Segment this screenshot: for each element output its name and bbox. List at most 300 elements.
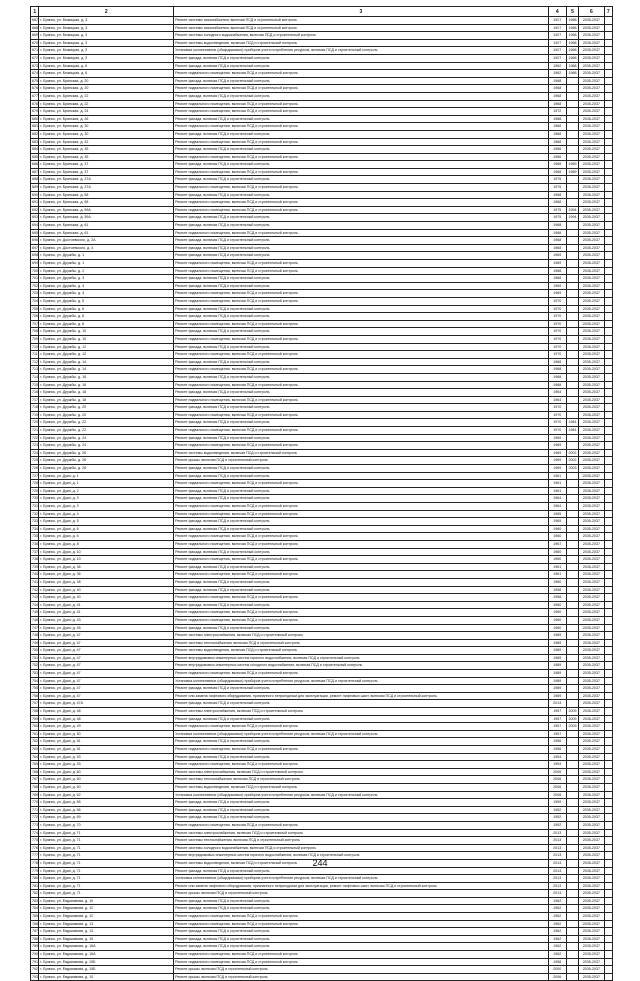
- table-row: [31, 708, 613, 716]
- year-overhaul-cell: [566, 77, 579, 85]
- row-number-cell: 672: [31, 54, 39, 62]
- year-built-cell: 1968: [548, 229, 566, 237]
- planned-period-cell: 2035-2037: [579, 578, 604, 586]
- planned-period-cell: 2035-2037: [579, 335, 604, 343]
- year-built-cell: 1970: [548, 411, 566, 419]
- year-overhaul-cell: [566, 616, 579, 624]
- work-type-cell: Ремонт фасада, включая ПСД и строительный контроль: [174, 700, 549, 708]
- year-overhaul-cell: [566, 563, 579, 571]
- planned-period-cell: 2035-2037: [579, 783, 604, 791]
- row-number-cell: 675: [31, 77, 39, 85]
- year-built-cell: 2013: [548, 890, 566, 898]
- table-row: [31, 54, 613, 62]
- empty-cell: [604, 548, 612, 556]
- planned-period-cell: 2035-2037: [579, 799, 604, 807]
- empty-cell: [604, 290, 612, 298]
- year-built-cell: 1966: [548, 153, 566, 161]
- work-type-cell: Ремонт крыши, включая ПСД и строительный контроль: [174, 890, 549, 898]
- address-cell: г. Брянск, ул. Евдокимова, д. 15А: [39, 943, 174, 951]
- table-row: [31, 214, 613, 222]
- row-number-cell: 729: [31, 487, 39, 495]
- year-overhaul-cell: [566, 897, 579, 905]
- year-built-cell: 2013: [548, 844, 566, 852]
- address-cell: г. Брянск, ул. Дуки, д. 47: [39, 662, 174, 670]
- address-cell: г. Брянск, ул. Дуки, д. 10: [39, 556, 174, 564]
- year-overhaul-cell: [566, 518, 579, 526]
- planned-period-cell: 2035-2037: [579, 776, 604, 784]
- year-overhaul-cell: 2009: [566, 715, 579, 723]
- empty-cell: [604, 920, 612, 928]
- year-overhaul-cell: [566, 115, 579, 123]
- address-cell: г. Брянск, ул. Дружбы, д. 28: [39, 465, 174, 473]
- address-cell: г. Брянск, ул. Дружбы, д. 4: [39, 290, 174, 298]
- empty-cell: [604, 882, 612, 890]
- year-built-cell: 1968: [548, 130, 566, 138]
- year-built-cell: 1961: [548, 487, 566, 495]
- row-number-cell: 742: [31, 586, 39, 594]
- table-row: [31, 586, 613, 594]
- row-number-cell: 739: [31, 563, 39, 571]
- planned-period-cell: 2035-2037: [579, 282, 604, 290]
- row-number-cell: 793: [31, 973, 39, 981]
- table-body: [31, 17, 613, 981]
- planned-period-cell: 2035-2037: [579, 685, 604, 693]
- empty-cell: [604, 206, 612, 214]
- address-cell: г. Брянск, ул. Дружбы, д. 26: [39, 449, 174, 457]
- year-built-cell: 2013: [548, 837, 566, 845]
- year-built-cell: 1968: [548, 100, 566, 108]
- work-type-cell: Ремонт системы водоотведения, включая ПСД и строительный контроль: [174, 859, 549, 867]
- table-row: [31, 328, 613, 336]
- year-overhaul-cell: 1968: [566, 54, 579, 62]
- table-row: [31, 381, 613, 389]
- row-number-cell: 751: [31, 654, 39, 662]
- year-overhaul-cell: [566, 495, 579, 503]
- row-number-cell: 681: [31, 123, 39, 131]
- work-type-cell: Ремонт фасада, включая ПСД и строительный контроль: [174, 799, 549, 807]
- table-row: [31, 601, 613, 609]
- year-built-cell: 1952: [548, 806, 566, 814]
- row-number-cell: 724: [31, 449, 39, 457]
- year-built-cell: 1965: [548, 518, 566, 526]
- year-built-cell: 1969: [548, 465, 566, 473]
- column-header: 7: [604, 7, 612, 17]
- address-cell: г. Брянск, ул. Достоевского, д. 2А: [39, 237, 174, 245]
- address-cell: г. Брянск, ул. Дуки, д. 40: [39, 594, 174, 602]
- year-built-cell: 1969: [548, 252, 566, 260]
- address-cell: г. Брянск, ул. Бежицкая, д. 6: [39, 62, 174, 70]
- address-cell: г. Брянск, ул. Дуки, д. 1: [39, 472, 174, 480]
- row-number-cell: 667: [31, 17, 39, 25]
- work-type-cell: Ремонт системы электроснабжения, включая ПСД и строительный контроль: [174, 768, 549, 776]
- table-row: [31, 533, 613, 541]
- table-row: [31, 449, 613, 457]
- planned-period-cell: 2035-2037: [579, 313, 604, 321]
- address-cell: г. Брянск, ул. Дружбы, д. 22: [39, 419, 174, 427]
- year-built-cell: 1970: [548, 427, 566, 435]
- table-row: [31, 39, 613, 47]
- planned-period-cell: 2035-2037: [579, 518, 604, 526]
- address-cell: г. Брянск, ул. Брянская, д. 30: [39, 130, 174, 138]
- address-cell: г. Брянск, ул. Брянская, д. 61: [39, 222, 174, 230]
- work-type-cell: Ремонт подвального помещения, включая ПСД и строительный контроль: [174, 442, 549, 450]
- year-overhaul-cell: [566, 928, 579, 936]
- address-cell: г. Брянск, ул. Дружбы, д. 12: [39, 343, 174, 351]
- planned-period-cell: 2035-2037: [579, 480, 604, 488]
- year-overhaul-cell: [566, 184, 579, 192]
- planned-period-cell: 2035-2037: [579, 290, 604, 298]
- empty-cell: [604, 928, 612, 936]
- work-type-cell: Ремонт фасада, включая ПСД и строительный контроль: [174, 806, 549, 814]
- empty-cell: [604, 654, 612, 662]
- empty-cell: [604, 366, 612, 374]
- year-built-cell: 1969: [548, 457, 566, 465]
- address-cell: г. Брянск, ул. Дуки, д. 71: [39, 859, 174, 867]
- year-built-cell: 1958: [548, 594, 566, 602]
- year-overhaul-cell: [566, 951, 579, 959]
- row-number-cell: 691: [31, 199, 39, 207]
- year-overhaul-cell: [566, 692, 579, 700]
- year-built-cell: 1967: [548, 540, 566, 548]
- column-header: 4: [548, 7, 566, 17]
- year-built-cell: 1989: [548, 662, 566, 670]
- planned-period-cell: 2035-2037: [579, 222, 604, 230]
- row-number-cell: 725: [31, 457, 39, 465]
- empty-cell: [604, 130, 612, 138]
- table-row: [31, 244, 613, 252]
- row-number-cell: 767: [31, 776, 39, 784]
- year-built-cell: 1968: [548, 267, 566, 275]
- year-overhaul-cell: [566, 821, 579, 829]
- address-cell: г. Брянск, ул. Дуки, д. 60: [39, 776, 174, 784]
- planned-period-cell: 2035-2037: [579, 548, 604, 556]
- planned-period-cell: 2035-2037: [579, 715, 604, 723]
- empty-cell: [604, 495, 612, 503]
- year-overhaul-cell: [566, 654, 579, 662]
- row-number-cell: 728: [31, 480, 39, 488]
- year-built-cell: 1961: [548, 480, 566, 488]
- year-built-cell: 1960: [548, 525, 566, 533]
- planned-period-cell: 2035-2037: [579, 586, 604, 594]
- year-overhaul-cell: [566, 783, 579, 791]
- planned-period-cell: 2035-2037: [579, 404, 604, 412]
- year-built-cell: 1966: [548, 146, 566, 154]
- year-overhaul-cell: 1994: [566, 214, 579, 222]
- planned-period-cell: 2035-2037: [579, 108, 604, 116]
- work-type-cell: Ремонт фасада, включая ПСД и строительный контроль: [174, 465, 549, 473]
- empty-cell: [604, 897, 612, 905]
- year-overhaul-cell: [566, 958, 579, 966]
- year-built-cell: 1972: [548, 108, 566, 116]
- address-cell: г. Брянск, ул. Брянская, д. 35: [39, 146, 174, 154]
- row-number-cell: 762: [31, 738, 39, 746]
- empty-cell: [604, 829, 612, 837]
- planned-period-cell: 2035-2037: [579, 852, 604, 860]
- table-row: [31, 700, 613, 708]
- empty-cell: [604, 411, 612, 419]
- work-type-cell: Ремонт фасада, включая ПСД и строительный контроль: [174, 305, 549, 313]
- planned-period-cell: 2035-2037: [579, 411, 604, 419]
- row-number-cell: 726: [31, 465, 39, 473]
- empty-cell: [604, 715, 612, 723]
- year-overhaul-cell: [566, 373, 579, 381]
- year-overhaul-cell: 1968: [566, 62, 579, 70]
- year-overhaul-cell: [566, 768, 579, 776]
- row-number-cell: 737: [31, 548, 39, 556]
- year-built-cell: 2013: [548, 829, 566, 837]
- work-type-cell: Ремонт фасада, включая ПСД и строительный контроль: [174, 252, 549, 260]
- empty-cell: [604, 457, 612, 465]
- work-type-cell: Ремонт системы водоотведения, включая ПСД и строительный контроль: [174, 647, 549, 655]
- planned-period-cell: 2035-2037: [579, 647, 604, 655]
- year-overhaul-cell: 1994: [566, 206, 579, 214]
- row-number-cell: 750: [31, 647, 39, 655]
- address-cell: г. Брянск, ул. Евдокимова, д. 13: [39, 928, 174, 936]
- column-header: 1: [31, 7, 39, 17]
- year-built-cell: 1969: [548, 442, 566, 450]
- table-row: [31, 123, 613, 131]
- planned-period-cell: 2035-2037: [579, 153, 604, 161]
- empty-cell: [604, 427, 612, 435]
- empty-cell: [604, 449, 612, 457]
- address-cell: г. Брянск, ул. Дуки, д. 71: [39, 852, 174, 860]
- year-built-cell: 1989: [548, 654, 566, 662]
- address-cell: г. Брянск, ул. Евдокимова, д. 12: [39, 905, 174, 913]
- address-cell: г. Брянск, ул. Бежицкая, д. 3: [39, 17, 174, 25]
- empty-cell: [604, 297, 612, 305]
- year-overhaul-cell: [566, 313, 579, 321]
- table-row: [31, 404, 613, 412]
- row-number-cell: 669: [31, 32, 39, 40]
- planned-period-cell: 2035-2037: [579, 32, 604, 40]
- empty-cell: [604, 328, 612, 336]
- table-row: [31, 389, 613, 397]
- year-built-cell: 1968: [548, 161, 566, 169]
- planned-period-cell: 2035-2037: [579, 639, 604, 647]
- address-cell: г. Брянск, ул. Евдокимова, д. 12: [39, 913, 174, 921]
- year-built-cell: 1968: [548, 358, 566, 366]
- address-cell: г. Брянск, ул. Дружбы, д. 1: [39, 260, 174, 268]
- row-number-cell: 721: [31, 427, 39, 435]
- work-type-cell: Ремонт фасада, включая ПСД и строительный контроль: [174, 472, 549, 480]
- planned-period-cell: 2035-2037: [579, 753, 604, 761]
- work-type-cell: Ремонт подвального помещения, включая ПСД и строительный контроль: [174, 761, 549, 769]
- empty-cell: [604, 563, 612, 571]
- work-type-cell: Ремонт системы газоснабжения, включая ПСД и строительный контроль: [174, 17, 549, 25]
- address-cell: г. Брянск, ул. Бежицкая, д. 3: [39, 32, 174, 40]
- address-cell: г. Брянск, ул. Дуки, д. 45: [39, 624, 174, 632]
- year-built-cell: 1962: [548, 913, 566, 921]
- row-number-cell: 683: [31, 138, 39, 146]
- page-number: 244: [312, 858, 328, 868]
- year-overhaul-cell: [566, 548, 579, 556]
- address-cell: г. Брянск, ул. Дуки, д. 6: [39, 533, 174, 541]
- planned-period-cell: 2035-2037: [579, 373, 604, 381]
- work-type-cell: Ремонт подвального помещения, включая ПСД и строительный контроль: [174, 571, 549, 579]
- work-type-cell: Ремонт фасада, включая ПСД и строительный контроль: [174, 928, 549, 936]
- year-overhaul-cell: [566, 229, 579, 237]
- row-number-cell: 755: [31, 685, 39, 693]
- capital-repair-table: [30, 6, 613, 981]
- year-built-cell: 1952: [548, 821, 566, 829]
- year-overhaul-cell: 2009: [566, 708, 579, 716]
- work-type-cell: Ремонт системы холодного водоснабжения, включая ПСД и строительный контроль: [174, 32, 549, 40]
- year-overhaul-cell: 1981: [566, 419, 579, 427]
- row-number-cell: 741: [31, 578, 39, 586]
- table-row: [31, 867, 613, 875]
- year-overhaul-cell: [566, 85, 579, 93]
- table-row: [31, 252, 613, 260]
- planned-period-cell: 2035-2037: [579, 244, 604, 252]
- address-cell: г. Брянск, ул. Дружбы, д. 18: [39, 396, 174, 404]
- address-cell: г. Брянск, ул. Дуки, д. 36: [39, 563, 174, 571]
- empty-cell: [604, 480, 612, 488]
- year-overhaul-cell: [566, 472, 579, 480]
- empty-cell: [604, 138, 612, 146]
- empty-cell: [604, 465, 612, 473]
- planned-period-cell: 2035-2037: [579, 62, 604, 70]
- empty-cell: [604, 335, 612, 343]
- planned-period-cell: 2035-2037: [579, 191, 604, 199]
- table-row: [31, 396, 613, 404]
- row-number-cell: 711: [31, 351, 39, 359]
- address-cell: г. Брянск, ул. Евдокимова, д. 15: [39, 935, 174, 943]
- year-overhaul-cell: [566, 123, 579, 131]
- planned-period-cell: 2035-2037: [579, 168, 604, 176]
- year-built-cell: 1970: [548, 343, 566, 351]
- address-cell: г. Брянск, ул. Дружбы, д. 16: [39, 373, 174, 381]
- work-type-cell: Ремонт подвального помещения, включая ПСД и строительный контроль: [174, 123, 549, 131]
- work-type-cell: Ремонт внутридомовых инженерных систем горячего водоснабжения, включая ПСД и строительный контроль: [174, 654, 549, 662]
- empty-cell: [604, 62, 612, 70]
- row-number-cell: 756: [31, 692, 39, 700]
- year-built-cell: 1968: [548, 244, 566, 252]
- row-number-cell: 713: [31, 366, 39, 374]
- year-overhaul-cell: [566, 525, 579, 533]
- work-type-cell: Ремонт подвального помещения, включая ПСД и строительный контроль: [174, 138, 549, 146]
- year-built-cell: 1975: [548, 214, 566, 222]
- table-row: [31, 882, 613, 890]
- address-cell: г. Брянск, ул. Дуки, д. 71: [39, 829, 174, 837]
- address-cell: г. Брянск, ул. Дружбы, д. 18: [39, 389, 174, 397]
- planned-period-cell: 2035-2037: [579, 973, 604, 981]
- table-row: [31, 92, 613, 100]
- row-number-cell: 754: [31, 677, 39, 685]
- year-overhaul-cell: [566, 282, 579, 290]
- empty-cell: [604, 708, 612, 716]
- planned-period-cell: 2035-2037: [579, 791, 604, 799]
- planned-period-cell: 2035-2037: [579, 495, 604, 503]
- table-row: [31, 17, 613, 25]
- address-cell: г. Брянск, ул. Дуки, д. 65: [39, 799, 174, 807]
- work-type-cell: Ремонт подвального помещения, включая ПСД и строительный контроль: [174, 108, 549, 116]
- table-row: [31, 829, 613, 837]
- empty-cell: [604, 518, 612, 526]
- work-type-cell: Ремонт фасада, включая ПСД и строительный контроль: [174, 935, 549, 943]
- table-row: [31, 556, 613, 564]
- year-built-cell: 2006: [548, 783, 566, 791]
- planned-period-cell: 2035-2037: [579, 814, 604, 822]
- year-built-cell: 1957: [548, 723, 566, 731]
- address-cell: г. Брянск, ул. Дружбы, д. 2: [39, 267, 174, 275]
- table-row: [31, 662, 613, 670]
- year-overhaul-cell: [566, 487, 579, 495]
- work-type-cell: Ремонт подвального помещения, включая ПСД и строительный контроль: [174, 510, 549, 518]
- row-number-cell: 764: [31, 753, 39, 761]
- address-cell: г. Брянск, ул. Дружбы, д. 4: [39, 282, 174, 290]
- table-row: [31, 222, 613, 230]
- planned-period-cell: 2035-2037: [579, 123, 604, 131]
- row-number-cell: 778: [31, 859, 39, 867]
- address-cell: г. Брянск, ул. Брянская, д. 59А: [39, 214, 174, 222]
- work-type-cell: Ремонт внутридомовых инженерных систем горячего водоснабжения, включая ПСД и строительный контроль: [174, 852, 549, 860]
- work-type-cell: Ремонт подвального помещения, включая ПСД и строительный контроль: [174, 70, 549, 78]
- address-cell: г. Брянск, ул. Дуки, д. 8: [39, 540, 174, 548]
- row-number-cell: 745: [31, 609, 39, 617]
- address-cell: г. Брянск, ул. Дуки, д. 5: [39, 518, 174, 526]
- table-row: [31, 343, 613, 351]
- address-cell: г. Брянск, ул. Дуки, д. 4: [39, 510, 174, 518]
- year-built-cell: 1962: [548, 935, 566, 943]
- work-type-cell: Ремонт фасада, включая ПСД и строительный контроль: [174, 313, 549, 321]
- work-type-cell: Ремонт фасада, включая ПСД и строительный контроль: [174, 92, 549, 100]
- year-built-cell: 2006: [548, 791, 566, 799]
- year-built-cell: 1968: [548, 237, 566, 245]
- address-cell: г. Брянск, ул. Дуки, д. 70: [39, 821, 174, 829]
- work-type-cell: Ремонт подвального помещения, включая ПСД и строительный контроль: [174, 411, 549, 419]
- year-built-cell: 1969: [548, 260, 566, 268]
- row-number-cell: 787: [31, 928, 39, 936]
- address-cell: г. Брянск, ул. Дуки, д. 71: [39, 890, 174, 898]
- table-row: [31, 373, 613, 381]
- work-type-cell: Ремонт или замена лифтового оборудования, признанного непригодным для эксплуатации, ремонт лифтовых шахт, включая ПСД и строительный контроль: [174, 882, 549, 890]
- address-cell: г. Брянск, ул. Брянская, д. 58: [39, 191, 174, 199]
- row-number-cell: 732: [31, 510, 39, 518]
- planned-period-cell: 2035-2037: [579, 768, 604, 776]
- work-type-cell: Ремонт подвального помещения, включая ПСД и строительный контроль: [174, 199, 549, 207]
- table-row: [31, 457, 613, 465]
- table-row: [31, 571, 613, 579]
- year-overhaul-cell: [566, 601, 579, 609]
- table-row: [31, 837, 613, 845]
- address-cell: г. Брянск, ул. Брянская, д. 32: [39, 138, 174, 146]
- row-number-cell: 774: [31, 829, 39, 837]
- planned-period-cell: 2035-2037: [579, 184, 604, 192]
- row-number-cell: 757: [31, 700, 39, 708]
- year-overhaul-cell: [566, 275, 579, 283]
- planned-period-cell: 2035-2037: [579, 260, 604, 268]
- address-cell: г. Брянск, ул. Брянская, д. 22: [39, 92, 174, 100]
- planned-period-cell: 2035-2037: [579, 442, 604, 450]
- work-type-cell: Установка коллективных (общедомовых) приборов учета потребления ресурсов, включая ПСД и строительный контроль: [174, 677, 549, 685]
- empty-cell: [604, 267, 612, 275]
- year-built-cell: 1957: [548, 715, 566, 723]
- table-row: [31, 161, 613, 169]
- row-number-cell: 747: [31, 624, 39, 632]
- table-row: [31, 358, 613, 366]
- empty-cell: [604, 890, 612, 898]
- table-row: [31, 958, 613, 966]
- work-type-cell: Ремонт фасада, включая ПСД и строительный контроль: [174, 244, 549, 252]
- address-cell: г. Брянск, ул. Дуки, д. 62: [39, 791, 174, 799]
- row-number-cell: 782: [31, 890, 39, 898]
- table-row: [31, 206, 613, 214]
- address-cell: г. Брянск, ул. Дружбы, д. 10: [39, 328, 174, 336]
- address-cell: г. Брянск, ул. Дуки, д. 49: [39, 723, 174, 731]
- planned-period-cell: 2035-2037: [579, 966, 604, 974]
- empty-cell: [604, 776, 612, 784]
- year-overhaul-cell: [566, 434, 579, 442]
